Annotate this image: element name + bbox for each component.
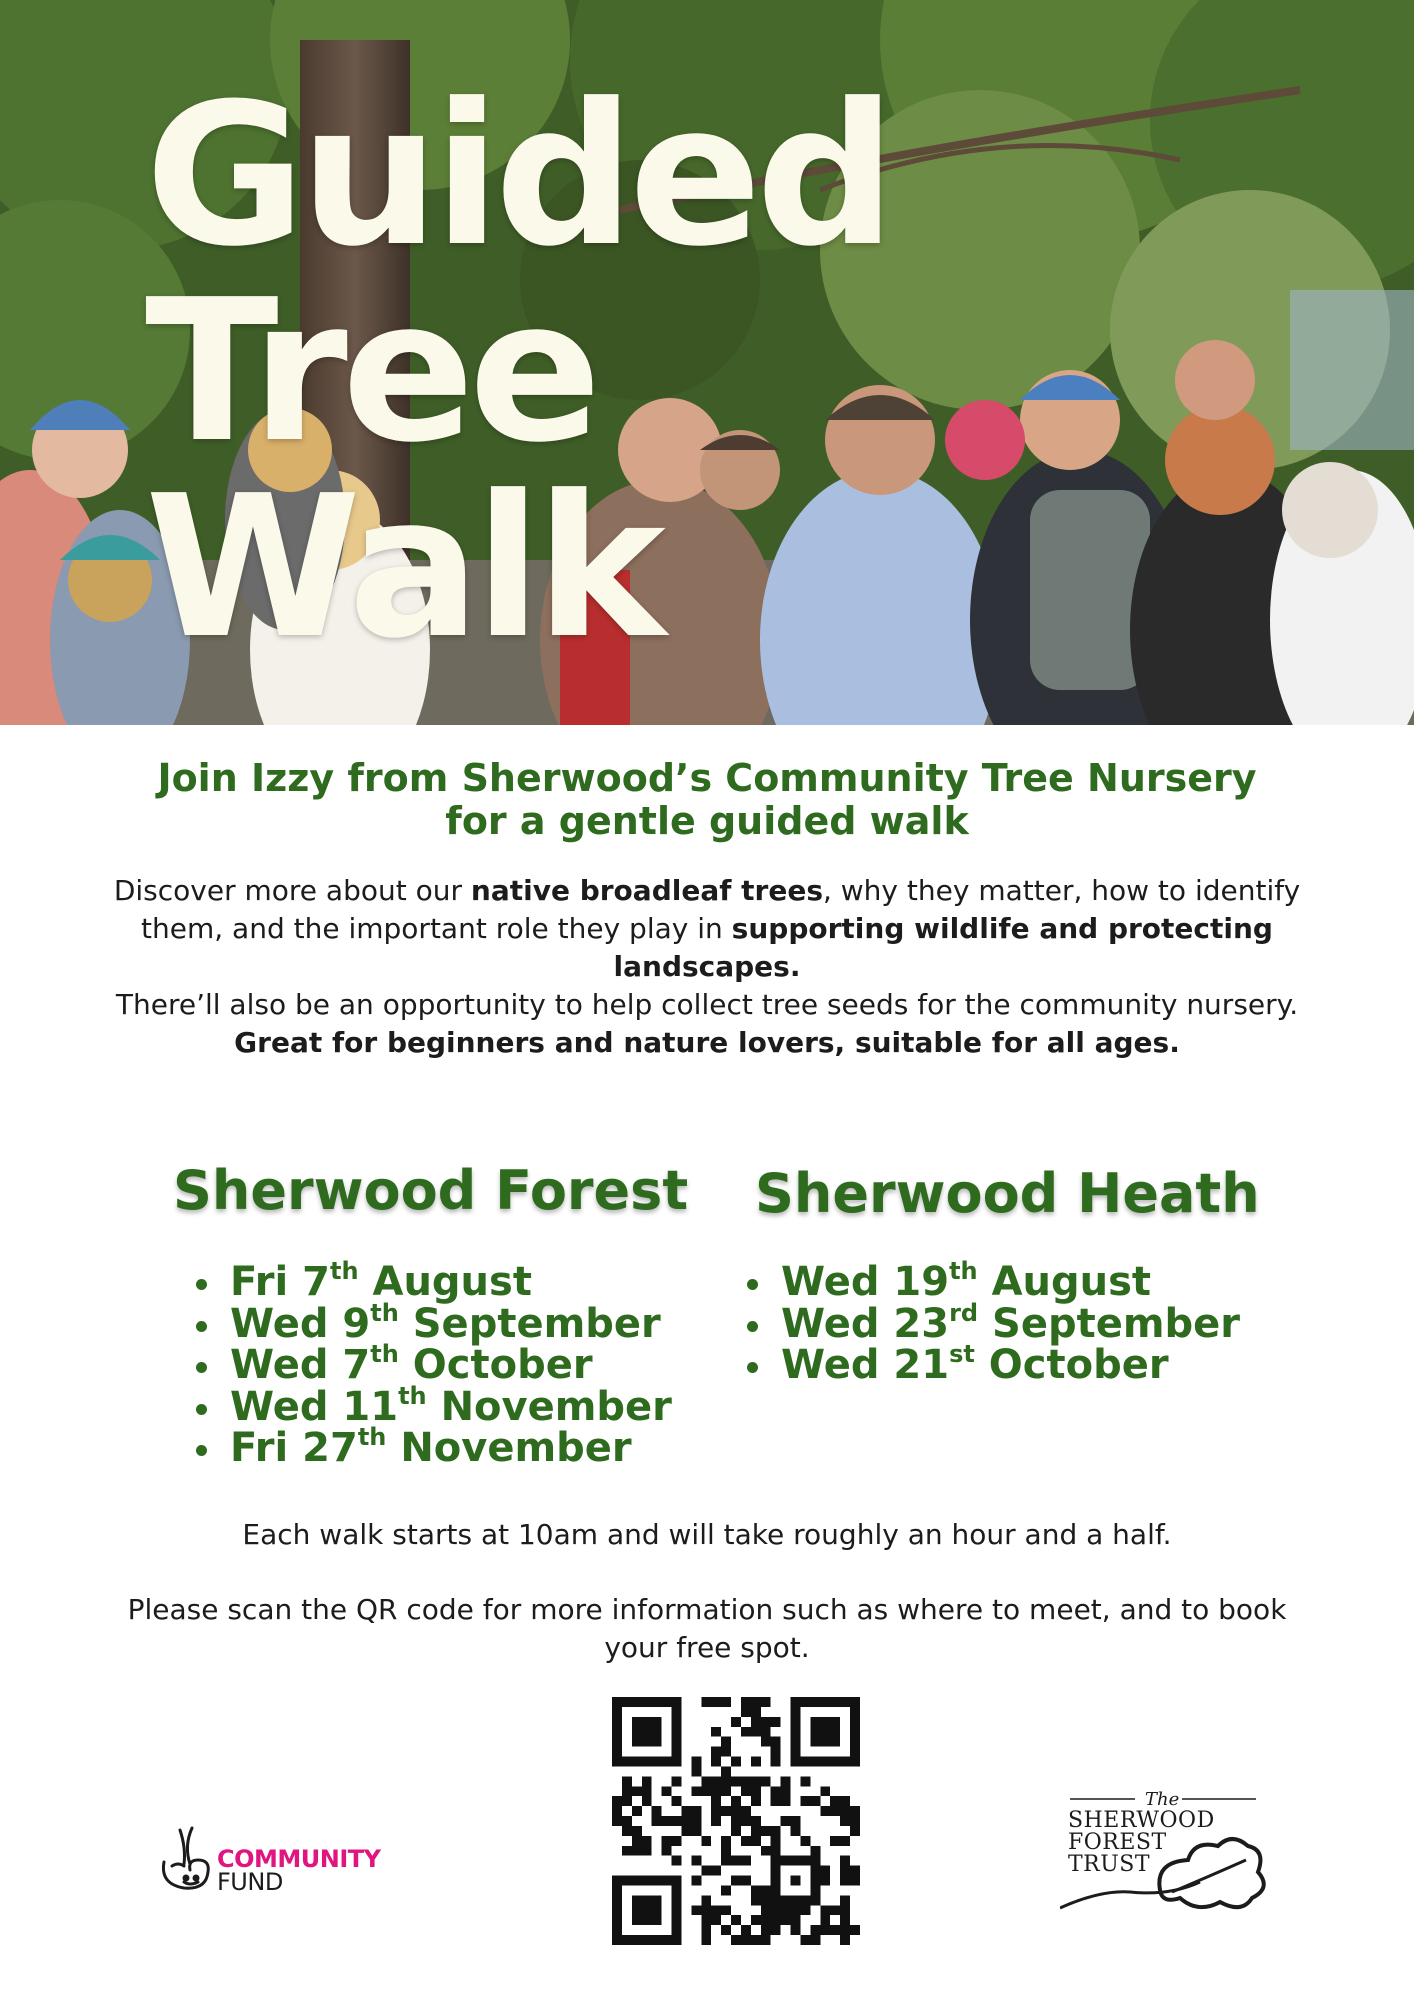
- logo-fund-text: FUND: [217, 1868, 283, 1896]
- date-month: October: [412, 1342, 593, 1388]
- date-number: 21: [893, 1342, 950, 1388]
- date-suffix: th: [370, 1298, 399, 1327]
- date-month: August: [991, 1259, 1152, 1305]
- hero-title-line: Guided: [145, 62, 891, 290]
- date-number: 23: [893, 1300, 950, 1347]
- location-title-forest: Sherwood Forest: [173, 1159, 689, 1222]
- date-suffix: th: [370, 1340, 399, 1368]
- date-month: September: [412, 1300, 661, 1347]
- walk-duration-note: Each walk starts at 10am and will take roughly an hour and a half.: [242, 1518, 1172, 1551]
- date-month: September: [992, 1300, 1241, 1347]
- date-day: Wed: [230, 1342, 329, 1388]
- date-list-heath: [745, 1257, 1241, 1388]
- date-day: Wed: [781, 1342, 880, 1388]
- date-number: 7: [342, 1342, 371, 1388]
- date-item: [194, 1257, 672, 1305]
- intro-description: [110, 872, 1304, 1062]
- desc-audience-text: Great for beginners and nature lovers, suitable for all ages.: [234, 1026, 1180, 1059]
- hero-photo: [0, 0, 1414, 725]
- date-day: Wed: [781, 1259, 880, 1305]
- date-item: [745, 1257, 1240, 1305]
- date-item: [194, 1423, 672, 1471]
- date-list-forest: [194, 1257, 672, 1471]
- intro-heading-line: Join Izzy from Sherwood’s Community Tree Nursery: [157, 756, 1257, 800]
- date-suffix: th: [398, 1381, 427, 1410]
- date-day: Fri: [230, 1259, 289, 1305]
- date-suffix: th: [357, 1423, 387, 1451]
- hero-title: [145, 62, 891, 682]
- desc-text: Discover more about our: [113, 874, 471, 907]
- date-item: [745, 1298, 1241, 1347]
- date-item: [194, 1298, 672, 1347]
- date-number: 11: [342, 1383, 399, 1430]
- date-month: October: [988, 1342, 1169, 1388]
- hero-title-line: Walk: [145, 454, 660, 682]
- desc-bold-text: supporting wildlife and protecting landscapes.: [613, 912, 1273, 983]
- date-number: 19: [893, 1259, 950, 1305]
- date-month: November: [440, 1383, 672, 1430]
- logo-sherwood-text: SHERWOOD: [1068, 1808, 1215, 1833]
- date-item: [194, 1340, 672, 1388]
- date-number: 9: [342, 1300, 371, 1347]
- date-month: August: [372, 1259, 532, 1305]
- date-day: Fri: [230, 1425, 289, 1471]
- date-item: [745, 1340, 1240, 1388]
- desc-seed-text: There’ll also be an opportunity to help collect tree seeds for the community nursery.: [115, 988, 1299, 1021]
- date-number: 27: [302, 1425, 358, 1471]
- sherwood-forest-trust-logo: [1068, 1790, 1258, 1876]
- date-month: November: [400, 1425, 632, 1471]
- booking-qr-code[interactable]: [612, 1697, 860, 1945]
- date-suffix: rd: [949, 1298, 979, 1327]
- logo-trust-text: TRUST: [1068, 1852, 1151, 1877]
- date-suffix: th: [949, 1257, 978, 1285]
- desc-bold-text: native broadleaf trees: [470, 874, 823, 907]
- date-suffix: st: [949, 1340, 975, 1368]
- logo-forest-text: FOREST: [1068, 1830, 1167, 1855]
- location-title-heath: Sherwood Heath: [755, 1162, 1260, 1225]
- hero-title-line: Tree: [145, 258, 596, 486]
- logo-community-text: COMMUNITY: [217, 1845, 381, 1873]
- date-suffix: th: [329, 1257, 359, 1285]
- date-number: 7: [302, 1259, 330, 1305]
- national-lottery-logo: [217, 1845, 381, 1896]
- intro-heading: [60, 757, 1354, 843]
- intro-heading-line: for a gentle guided walk: [445, 799, 969, 843]
- qr-instructions: Please scan the QR code for more information such as where to meet, and to book your free spot.: [127, 1593, 1287, 1664]
- logo-the-text: The: [1145, 1789, 1180, 1810]
- desc-text: , why they matter, how to identify them, and the important role they play in: [141, 874, 1301, 945]
- date-item: [194, 1381, 672, 1430]
- date-day: Wed: [230, 1300, 329, 1347]
- date-day: Wed: [230, 1383, 329, 1430]
- date-day: Wed: [781, 1300, 880, 1347]
